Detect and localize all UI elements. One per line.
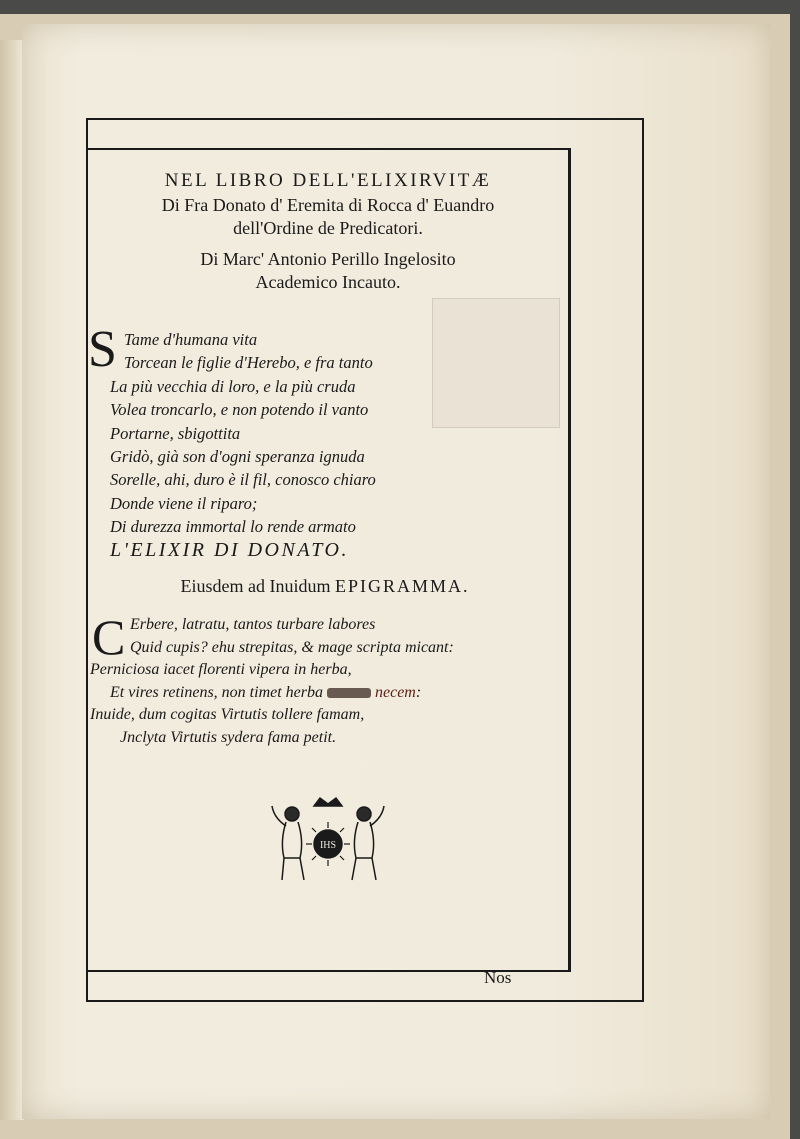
ink-blot xyxy=(327,688,371,698)
epigram-dropcap: C xyxy=(92,609,126,665)
poem-line: Gridò, già son d'ogni speranza ignuda xyxy=(110,447,365,467)
epigram-line-4-end: : xyxy=(415,683,422,701)
author-line-2: Academico Incauto. xyxy=(255,272,401,292)
poem-line: Torcean le figlie d'Herebo, e fra tanto xyxy=(124,353,373,373)
epigram-line-4-text: Et vires retinens, non timet herba xyxy=(110,683,323,701)
poem-line: Di durezza immortal lo rende armato xyxy=(110,517,356,537)
poem-line: Volea troncarlo, e non potendo il vanto xyxy=(110,400,369,420)
svg-text:IHS: IHS xyxy=(319,840,337,851)
title-line-2: Di Fra Donato d' Eremita di Rocca d' Euandro xyxy=(161,195,495,215)
poem-line: Sorelle, ahi, duro è il fil, conosco chiaro xyxy=(110,470,376,490)
title-block xyxy=(88,168,568,294)
epigram-line: Perniciosa iacet florenti vipera in herba, xyxy=(90,661,352,678)
epigram-text xyxy=(90,609,560,749)
epigram-line: Erbere, latratu, tantos turbare labores xyxy=(130,616,376,633)
epigram-line: Quid cupis? ehu strepitas, & mage scripta micant: xyxy=(130,638,454,656)
poem-final-line: L'ELIXIR DI DONATO. xyxy=(110,538,350,561)
catchword: Nos xyxy=(484,968,512,987)
poem-line: Portarne, sbigottita xyxy=(110,423,241,443)
epigram-line-4 xyxy=(90,682,560,705)
poem-line: Tame d'humana vita xyxy=(124,330,258,349)
epigram-line: Jnclyta Virtutis sydera fama petit. xyxy=(120,728,337,746)
title-line-3: dell'Ordine de Predicatori. xyxy=(233,218,423,238)
epigram-heading-caps: EPIGRAMMA. xyxy=(334,576,470,596)
epigram-heading xyxy=(110,576,540,597)
handwritten-correction: necem xyxy=(375,683,416,701)
author-line-1: Di Marc' Antonio Perillo Ingelosito xyxy=(200,249,456,269)
title-line-1: NEL LIBRO DELL'ELIXIRVITÆ xyxy=(164,170,492,191)
ihs-cherubs-ornament-icon xyxy=(270,796,386,884)
madrigal-poem xyxy=(88,321,470,562)
left-page-edge xyxy=(0,40,24,1120)
poem-line: Donde viene il riparo; xyxy=(110,493,258,513)
epigram-line: Inuide, dum cogitas Virtutis tollere famam, xyxy=(90,706,365,723)
poem-line: La più vecchia di loro, e la più cruda xyxy=(110,376,356,396)
poem-dropcap: S xyxy=(88,321,117,378)
epigram-heading-prefix: Eiusdem ad Inuidum xyxy=(180,576,331,596)
